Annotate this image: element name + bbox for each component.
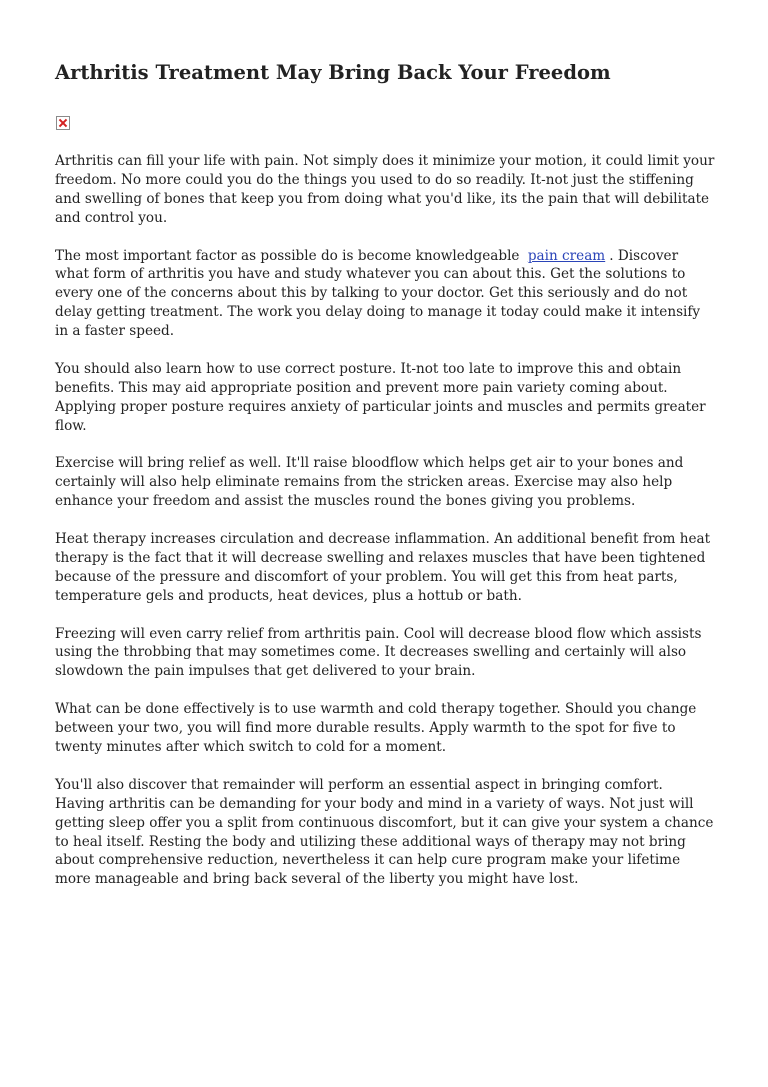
paragraph-3: You should also learn how to use correct posture. It-not too late to improve this and obtain benefits. This may aid appropriate position and prevent more pain variety coming about. Applying proper posture requires anxiety of particular joints and muscles and permits greater flow. [55, 360, 706, 434]
paragraph-4: Exercise will bring relief as well. It'll raise bloodflow which helps get air to your bones and certainly will also help eliminate remains from the stricken areas. Exercise may also help enhance your freedom and assist the muscles round the bones giving you problems. [55, 455, 684, 510]
paragraph-2-after: . Discover what form of arthritis you have and study whatever you can about this. Get the solutions to every one of the concerns about this by talking to your doctor. Get this seriously and do not delay getting treatment. The work you delay doing to manage it today could make it intensify in a faster speed. [55, 247, 701, 340]
paragraph-5: Heat therapy increases circulation and decrease inflammation. An additional benefit from heat therapy is the fact that it will decrease swelling and relaxes muscles that have been tightened because of the pressure and discomfort of your problem. You will get this from heat parts, temperature gels and products, heat devices, plus a hottub or bath. [55, 531, 711, 604]
document-title: Arthritis Treatment May Bring Back Your Freedom [55, 61, 611, 84]
document-page [55, 58, 715, 908]
paragraph-8: You'll also discover that remainder will perform an essential aspect in bringing comfort. Having arthritis can be demanding for your body and mind in a variety of ways. Not just will getting sleep offer you a split from continuous discomfort, but it can give your system a chance to heal itself. Resting the body and utilizing these additional ways of therapy may not bring about comprehensive reduction, nevertheless it can help cure program make your lifetime more manageable and bring back several of the liberty you might have lost. [55, 776, 714, 888]
broken-image-icon [56, 116, 70, 130]
paragraph-6: Freezing will even carry relief from arthritis pain. Cool will decrease blood flow which assists using the throbbing that may sometimes come. It decreases swelling and certainly will also slowdown the pain impulses that get delivered to your brain. [55, 625, 702, 680]
paragraph-1: Arthritis can fill your life with pain. Not simply does it minimize your motion, it could limit your freedom. No more could you do the things you used to do so readily. It-not just the stiffening and swelling of bones that keep you from doing what you'd like, its the pain that will debilitate and control you. [55, 153, 715, 226]
paragraph-2 [55, 247, 715, 342]
paragraph-7: What can be done effectively is to use warmth and cold therapy together. Should you change between your two, you will find more durable results. Apply warmth to the spot for five to twenty minutes after which switch to cold for a moment. [55, 701, 697, 755]
pain-cream-link[interactable]: pain cream [527, 247, 606, 264]
paragraph-2-before: The most important factor as possible do is become knowledgeable [55, 247, 520, 264]
